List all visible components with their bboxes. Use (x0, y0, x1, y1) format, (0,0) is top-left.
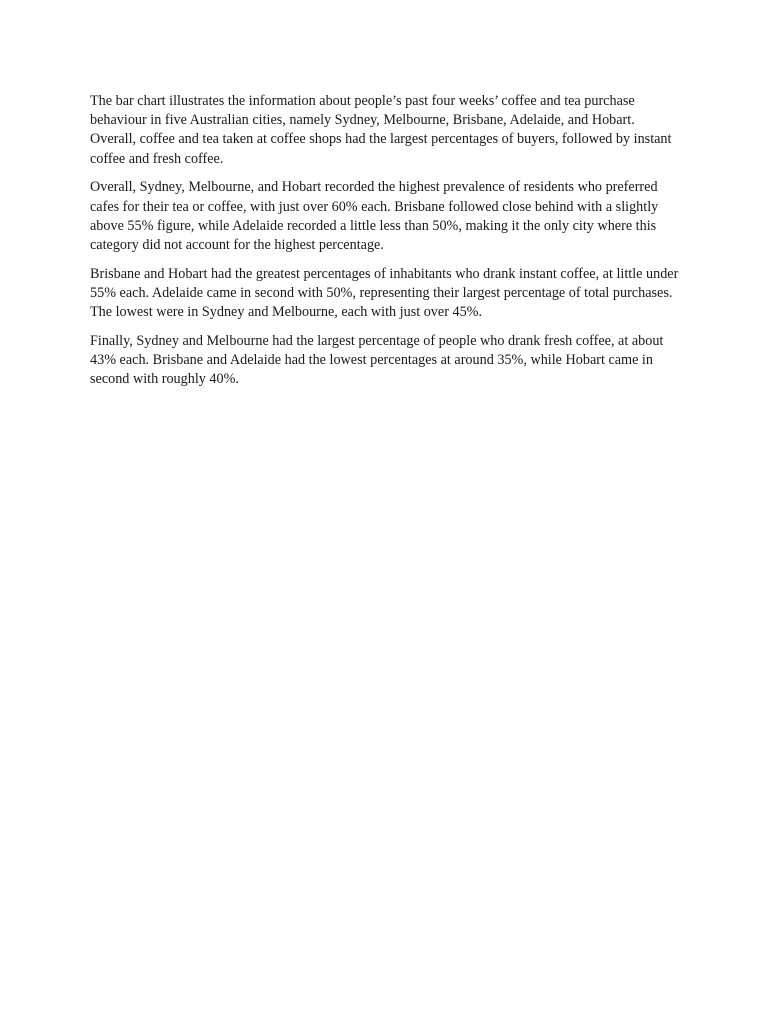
document-body (90, 92, 682, 389)
paragraph-fresh-coffee: Finally, Sydney and Melbourne had the largest percentage of people who drank fresh coffee, at about 43% each. Brisbane and Adelaide had the lowest percentages at around 35%, while Hobart came in second with roughly 40%. (90, 332, 664, 388)
paragraph-coffee-shops: Overall, Sydney, Melbourne, and Hobart recorded the highest prevalence of residents who preferred cafes for their tea or coffee, with just over 60% each. Brisbane followed close behind with a slightly above 55% figure, while Adelaide recorded a little less than 50%, making it the only city where this category did not account for the highest percentage. (90, 179, 659, 253)
paragraph-intro: The bar chart illustrates the information about people’s past four weeks’ coffee and tea purchase behaviour in five Australian cities, namely Sydney, Melbourne, Brisbane, Adelaide, and Hobart. Overall, coffee and tea taken at coffee shops had the largest percentages of buyers, followed by instant coffee and fresh coffee. (90, 93, 672, 167)
paragraph-instant-coffee: Brisbane and Hobart had the greatest percentages of inhabitants who drank instant coffee, at little under 55% each. Adelaide came in second with 50%, representing their largest percentage of total purchases. The lowest were in Sydney and Melbourne, each with just over 45%. (90, 265, 679, 321)
